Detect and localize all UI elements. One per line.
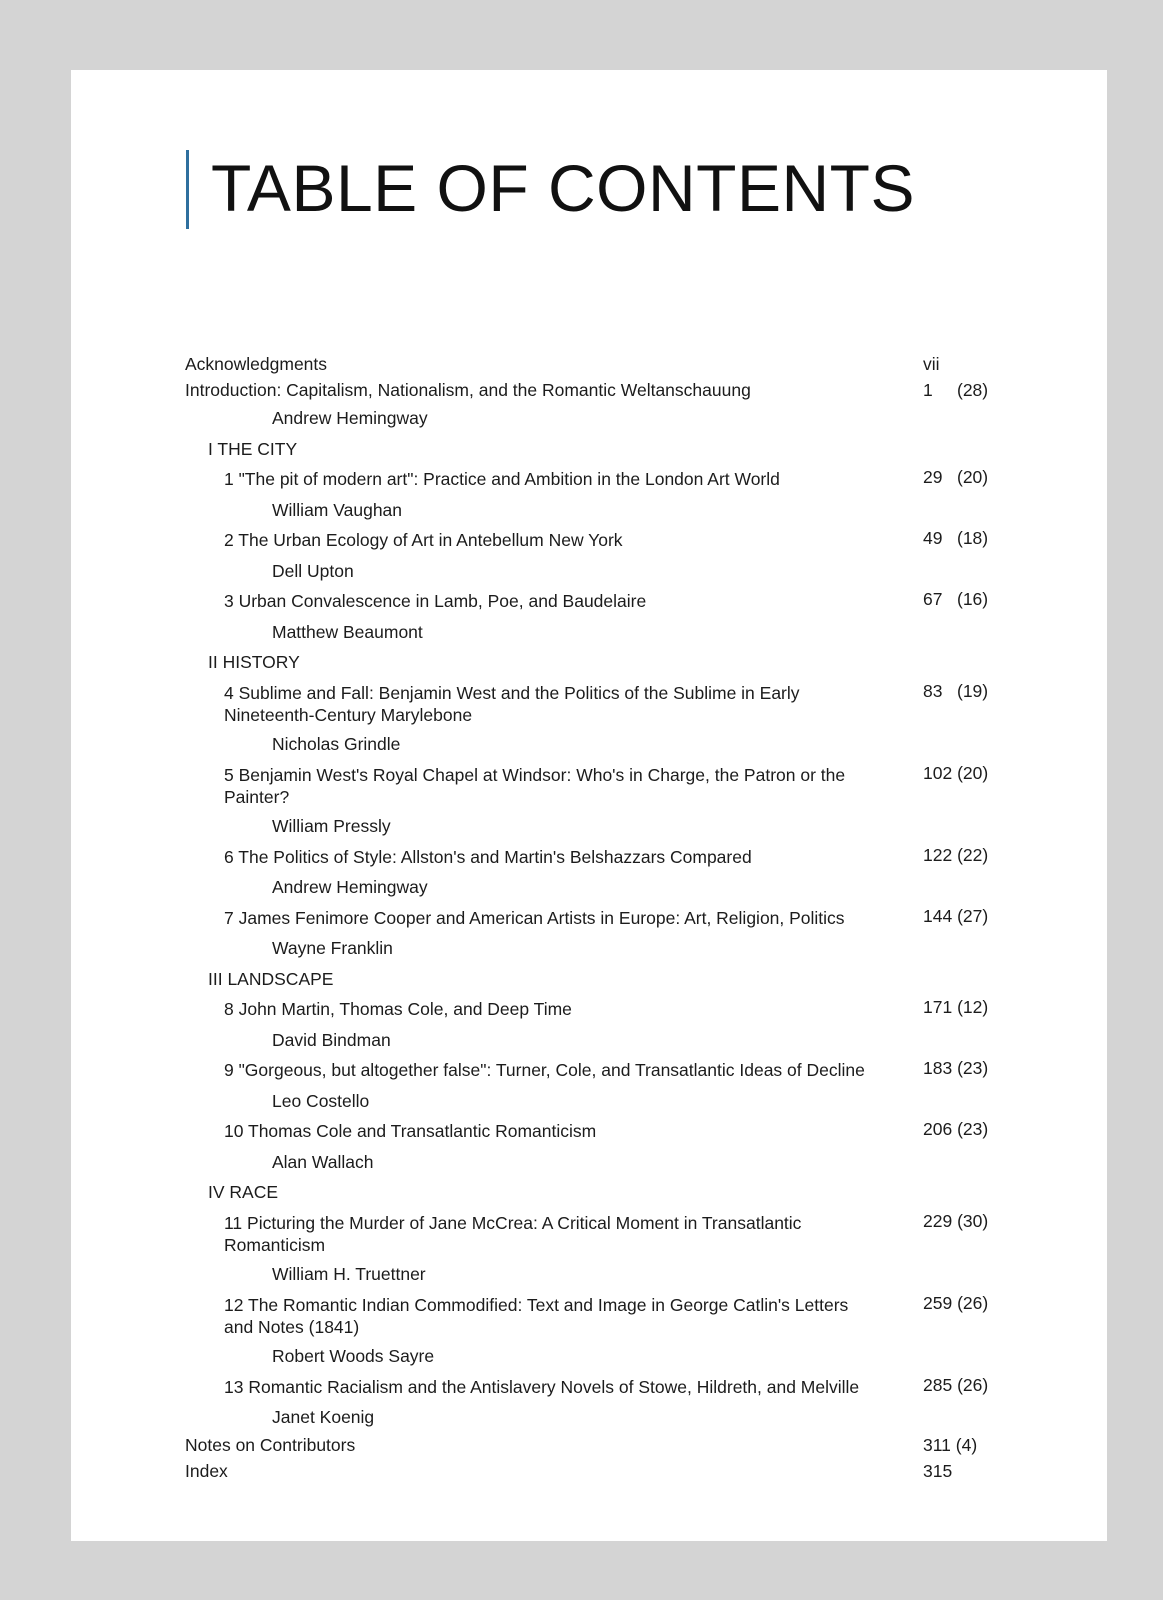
- toc-page-number: 315: [923, 1461, 953, 1481]
- toc-chapter-13[interactable]: 13 Romantic Racialism and the Antislavery Novels of Stowe, Hildreth, and Melville: [224, 1377, 860, 1397]
- toc-page-number: 1: [923, 380, 933, 400]
- toc-page-number: vii: [923, 354, 940, 374]
- toc-page-number: 171: [923, 997, 953, 1017]
- toc-page-count: (27): [957, 906, 989, 926]
- toc-author: Dell Upton: [272, 561, 354, 581]
- toc-author: Matthew Beaumont: [272, 622, 423, 642]
- toc-page-count: (22): [957, 845, 989, 865]
- toc-entry-contributors[interactable]: Notes on Contributors: [185, 1435, 356, 1455]
- toc-author: William Pressly: [272, 816, 391, 836]
- toc-page-count: (28): [957, 380, 989, 400]
- toc-page-count: (23): [957, 1058, 989, 1078]
- toc-author: Andrew Hemingway: [272, 408, 428, 428]
- toc-page-number: 183: [923, 1058, 953, 1078]
- toc-author: Andrew Hemingway: [272, 877, 428, 897]
- toc-page-number-with-count: [923, 1434, 977, 1456]
- toc-page-count: (30): [957, 1211, 989, 1231]
- toc-chapter-3[interactable]: 3 Urban Convalescence in Lamb, Poe, and Baudelaire: [224, 591, 647, 611]
- toc-page-count: (4): [955, 1435, 978, 1455]
- toc-page-number: 311: [923, 1435, 951, 1455]
- toc-page-number: 83: [923, 681, 943, 701]
- toc-chapter-4[interactable]: 4 Sublime and Fall: Benjamin West and the Politics of the Sublime in Early Nineteenth-Century Marylebone: [224, 683, 800, 725]
- toc-page-number: 144: [923, 906, 953, 926]
- toc-page-number: 285: [923, 1375, 953, 1395]
- toc-page-count: (18): [957, 528, 989, 548]
- toc-chapter-1[interactable]: 1 "The pit of modern art": Practice and Ambition in the London Art World: [224, 469, 780, 489]
- toc-page-number-with-count: [923, 1210, 988, 1232]
- toc-page-number: 67: [923, 589, 943, 609]
- document-page: [71, 70, 1107, 1541]
- toc-entry-acknowledgments[interactable]: Acknowledgments: [185, 354, 328, 374]
- toc-part-heading[interactable]: II HISTORY: [208, 652, 300, 672]
- toc-page-number: 122: [923, 845, 953, 865]
- toc-page-number: 259: [923, 1293, 953, 1313]
- toc-author: Wayne Franklin: [272, 938, 393, 958]
- toc-page-number-with-count: [923, 1292, 988, 1314]
- toc-part-heading[interactable]: I THE CITY: [208, 439, 298, 459]
- toc-page-number: 49: [923, 528, 943, 548]
- table-of-contents: [71, 70, 1107, 1541]
- toc-page-count: (26): [957, 1293, 989, 1313]
- toc-chapter-10[interactable]: 10 Thomas Cole and Transatlantic Romanticism: [224, 1121, 597, 1141]
- toc-entry-index[interactable]: Index: [185, 1461, 228, 1481]
- toc-chapter-9[interactable]: 9 "Gorgeous, but altogether false": Turner, Cole, and Transatlantic Ideas of Decline: [224, 1060, 865, 1080]
- toc-part-heading[interactable]: III LANDSCAPE: [208, 969, 334, 989]
- toc-page-number-with-count: [923, 905, 988, 927]
- toc-chapter-11[interactable]: 11 Picturing the Murder of Jane McCrea: A Critical Moment in Transatlantic Romanticism: [224, 1213, 802, 1255]
- toc-author: Robert Woods Sayre: [272, 1346, 435, 1366]
- toc-author: Alan Wallach: [272, 1152, 374, 1172]
- toc-page-number: 102: [923, 763, 953, 783]
- toc-page-count: (26): [957, 1375, 989, 1395]
- toc-author: Leo Costello: [272, 1091, 370, 1111]
- toc-chapter-7[interactable]: 7 James Fenimore Cooper and American Artists in Europe: Art, Religion, Politics: [224, 908, 845, 928]
- toc-chapter-12[interactable]: 12 The Romantic Indian Commodified: Text and Image in George Catlin's Letters and Notes (1841): [224, 1295, 849, 1337]
- toc-page-number-with-count: [923, 762, 988, 784]
- toc-page-count: (16): [957, 589, 989, 609]
- toc-page-count: (20): [957, 467, 989, 487]
- toc-chapter-5[interactable]: 5 Benjamin West's Royal Chapel at Windsor: Who's in Charge, the Patron or the Painter?: [224, 765, 846, 807]
- toc-author: David Bindman: [272, 1030, 391, 1050]
- toc-page-count: (12): [957, 997, 989, 1017]
- toc-page-number: 29: [923, 467, 943, 487]
- toc-page-number-with-count: [923, 1374, 988, 1396]
- toc-author: Nicholas Grindle: [272, 734, 401, 754]
- toc-page-number-with-count: [923, 996, 988, 1018]
- toc-page-number-with-count: [923, 1118, 988, 1140]
- toc-page-count: (19): [957, 681, 989, 701]
- toc-chapter-6[interactable]: 6 The Politics of Style: Allston's and Martin's Belshazzars Compared: [224, 847, 752, 867]
- toc-chapter-8[interactable]: 8 John Martin, Thomas Cole, and Deep Time: [224, 999, 572, 1019]
- toc-page-count: (20): [957, 763, 989, 783]
- toc-author: William H. Truettner: [272, 1264, 426, 1284]
- toc-entry-introduction[interactable]: Introduction: Capitalism, Nationalism, and the Romantic Weltanschauung: [185, 380, 751, 400]
- toc-page-number: 229: [923, 1211, 953, 1231]
- toc-author: William Vaughan: [272, 500, 403, 520]
- toc-part-heading[interactable]: IV RACE: [208, 1182, 279, 1202]
- toc-page-count: (23): [957, 1119, 989, 1139]
- toc-author: Janet Koenig: [272, 1407, 375, 1427]
- toc-page-number-with-count: [923, 844, 988, 866]
- page-title: TABLE OF CONTENTS: [211, 151, 916, 225]
- toc-chapter-2[interactable]: 2 The Urban Ecology of Art in Antebellum New York: [224, 530, 623, 550]
- toc-page-number-with-count: [923, 1057, 988, 1079]
- page-frame: [7, 6, 1156, 1594]
- toc-page-number: 206: [923, 1119, 953, 1139]
